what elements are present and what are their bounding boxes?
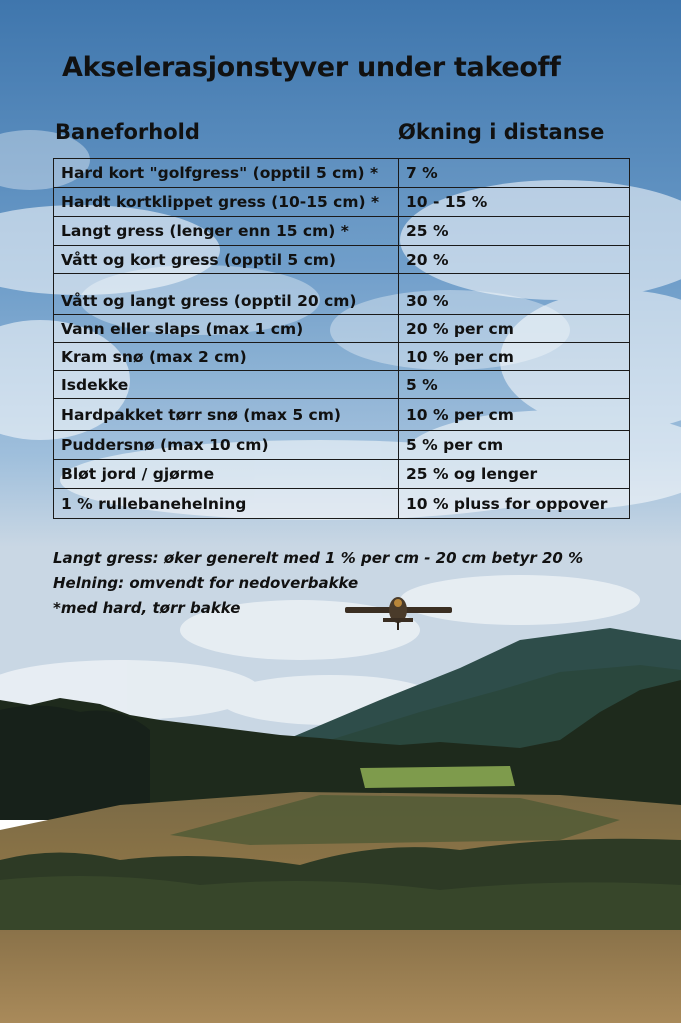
table-row: [54, 188, 630, 217]
condition-cell: Hardpakket tørr snø (max 5 cm): [54, 399, 399, 431]
condition-cell: Isdekke: [54, 371, 399, 399]
table-row: [54, 274, 630, 315]
footnote-hard-ground: *med hard, tørr bakke: [53, 599, 241, 617]
takeoff-distance-table: [53, 158, 630, 519]
condition-cell: 1 % rullebanehelning: [54, 489, 399, 519]
table-row: [54, 371, 630, 399]
increase-cell: 7 %: [399, 159, 630, 188]
table-row: [54, 246, 630, 274]
table-row: [54, 431, 630, 460]
condition-cell: Puddersnø (max 10 cm): [54, 431, 399, 460]
increase-cell: 5 %: [399, 371, 630, 399]
increase-cell: 10 % pluss for oppover: [399, 489, 630, 519]
increase-cell: 30 %: [399, 274, 630, 315]
increase-cell: 25 %: [399, 217, 630, 246]
table-row: [54, 343, 630, 371]
condition-cell: Vått og langt gress (opptil 20 cm): [54, 274, 399, 315]
page-title: Akselerasjonstyver under takeoff: [62, 52, 561, 83]
column-header-condition: Baneforhold: [55, 120, 200, 144]
column-header-increase: Økning i distanse: [398, 120, 605, 144]
condition-cell: Vann eller slaps (max 1 cm): [54, 315, 399, 343]
table-row: [54, 399, 630, 431]
condition-cell: Langt gress (lenger enn 15 cm) *: [54, 217, 399, 246]
footnote-slope: Helning: omvendt for nedoverbakke: [53, 574, 359, 592]
condition-cell: Bløt jord / gjørme: [54, 460, 399, 489]
table-row: [54, 315, 630, 343]
footnotes: [53, 546, 653, 621]
table-row: [54, 159, 630, 188]
condition-cell: Hard kort "golfgress" (opptil 5 cm) *: [54, 159, 399, 188]
table-row: [54, 217, 630, 246]
increase-cell: 25 % og lenger: [399, 460, 630, 489]
condition-cell: Hardt kortklippet gress (10-15 cm) *: [54, 188, 399, 217]
condition-cell: Vått og kort gress (opptil 5 cm): [54, 246, 399, 274]
condition-cell: Kram snø (max 2 cm): [54, 343, 399, 371]
increase-cell: 5 % per cm: [399, 431, 630, 460]
increase-cell: 10 % per cm: [399, 399, 630, 431]
increase-cell: 20 % per cm: [399, 315, 630, 343]
table-row: [54, 460, 630, 489]
increase-cell: 10 - 15 %: [399, 188, 630, 217]
increase-cell: 20 %: [399, 246, 630, 274]
table-row: [54, 489, 630, 519]
footnote-long-grass: Langt gress: øker generelt med 1 % per cm - 20 cm betyr 20 %: [53, 549, 584, 567]
increase-cell: 10 % per cm: [399, 343, 630, 371]
